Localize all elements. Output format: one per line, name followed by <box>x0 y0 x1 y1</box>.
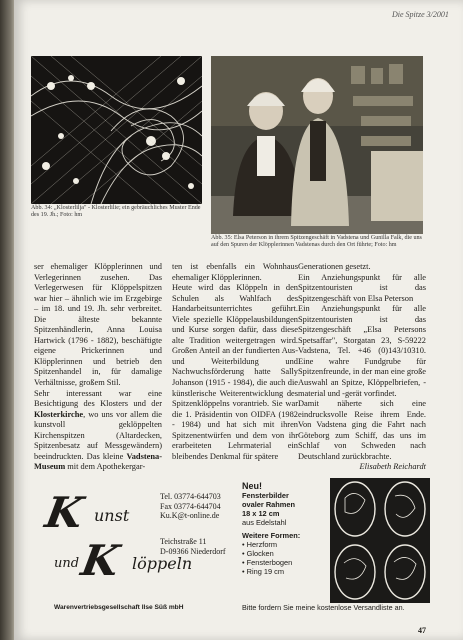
lace-photo-caption: Abb. 34: „Klosterlilja" - Klosterlilie; ein gebräuchliches Muster Ende des 19. Jh.; Foto: hm <box>31 205 201 219</box>
logo-word: und <box>54 556 80 571</box>
issue-number: 3/2001 <box>426 10 449 19</box>
lace-photo <box>31 56 202 204</box>
phone: Tel. 03774-644703 <box>160 492 221 501</box>
city: D-09366 Niederdorf <box>160 546 226 556</box>
product-size: 18 x 12 cm <box>242 509 280 518</box>
product-subtitle: ovaler Rahmen <box>242 500 295 509</box>
journal-name: Die Spitze <box>392 10 425 19</box>
contact-info <box>160 492 221 521</box>
street: Teichstraße 11 <box>160 537 207 546</box>
postal-address <box>160 537 226 556</box>
logo-word: unst <box>94 506 130 525</box>
logo-word: löppeln <box>132 554 193 573</box>
page-number: 47 <box>418 626 426 635</box>
running-header <box>392 10 449 19</box>
product-title: Fensterbilder <box>242 491 289 500</box>
author-signature: Elisabeth Reichardt <box>359 462 426 472</box>
list-item: • Herzform <box>242 540 334 549</box>
bold-term: Vadstena-Museum <box>34 451 162 472</box>
paragraph: Heute wird das Klöppeln in den Schulen als Wahlfach des Handarbeitsunterrichtes geführt. Viele spezielle Klöppelausbildungen und Kurse sorgen dafür, dass diese alte Tradition weitergetragen wird. Großen Anteil an der fundierten Aus- und Weiterbildung und Nachwuchsförderung hatte Sally Johanson (1915 - 1984), die auch die künstlerische Weiterentwicklung des Spitzenklöppelns vorantrieb. Sie war die 1. Präsidentin von OIDFA (1982 - 1984) und hat sich mit ihren Spitzenentwürfen und dem von ihr erarbeiteten Lehrmaterial ein bleibendes Denkmal für spätere <box>172 283 298 461</box>
paragraph: ten ist ebenfalls ein Wohnhaus ehemaliger Klöpplerinnen. <box>172 262 298 282</box>
shop-photo-caption: Abb. 35: Elsa Peterson in ihrem Spitzengeschäft in Vadstena und Gunilla Falk, die uns auf den Spuren der Klöpplerinnen Vadstenas durch den Ort führte; Foto: hm <box>211 235 422 249</box>
product-offer <box>242 482 334 576</box>
logo-letter: K <box>41 488 87 537</box>
new-badge: Neu! <box>242 481 262 491</box>
article-column-3 <box>298 262 426 473</box>
bold-term: Klosterkirche <box>34 409 84 419</box>
fax: Fax 03774-644704 <box>160 501 221 511</box>
paragraph: ser ehemaliger Klöpplerinnen und Verlegerinnen zusehen. Das Verlegerwesen für Klöppelspitzen war hier – ähnlich wie im Erzgebirge – im 18. und 19. Jh. sehr verbreitet. Die älteste bekannte Spitzenhändlerin, Anna Louisa Hartwick (1796 - 1882), beschäftigte eigene Prickerinnen und Klöpplerinnen und betrieb den Spitzenhandel in, für damalige Verhältnisse, großem Stil. <box>34 262 162 388</box>
company-name: Warenvertriebsgesellschaft Ilse Süß mbH <box>54 604 184 611</box>
email: Ku.K@t-online.de <box>160 511 220 520</box>
forms-list <box>242 540 334 576</box>
article-column-1 <box>34 262 162 473</box>
advertisement <box>24 470 431 616</box>
list-item: • Ring 19 cm <box>242 567 334 576</box>
product-material: aus Edelstahl <box>242 518 287 527</box>
paragraph: Sehr interessant war eine Besichtigung des Klosters und der Klosterkirche, wo uns vor allem die kunstvoll geklöppelten Kirchenspitzen (Altardecken, Spitzenbesatz auf Messgewändern) beeindruckten. Das kleine Vadstena-Museum mit dem Apothekergar- <box>34 388 162 472</box>
paragraph: Damit näherte sich eine eindrucksvolle Reise ihrem Ende. Von Vadstena ging die Fahrt nach Göteborg zum Schiff, das uns im Schlaf von Schweden nach Deutschland zurückbrachte. <box>298 399 426 461</box>
ad-footer: Bitte fordern Sie meine kostenlose Versandliste an. <box>242 603 405 612</box>
logo-letter: K <box>77 536 123 585</box>
article-column-2 <box>172 262 298 462</box>
shop-photo <box>211 56 423 234</box>
list-item: • Glocken <box>242 549 334 558</box>
paragraph: Generationen gesetzt. <box>298 262 371 271</box>
lace-frames-image <box>330 478 430 603</box>
paragraph: Ein Anziehungspunkt für alle Spitzentouristen ist das Spitzengeschäft „Elsa Petersons Spetsaffar", Storgatan 23, S-59222 Vadstena, Tel. +46 (0)143/10310. Eine wahre Fundgrube für Spitzenfreunde, in der man eine große Auswahl an Spitze, Klöppelbriefen, -material und -gerät vorfindet. <box>298 304 426 398</box>
forms-heading: Weitere Formen: <box>242 531 301 540</box>
paragraph: Ein Anziehungspunkt für alle Spitzentouristen ist das Spitzengeschäft von Elsa Peterson <box>298 272 426 303</box>
list-item: • Fensterbogen <box>242 558 334 567</box>
